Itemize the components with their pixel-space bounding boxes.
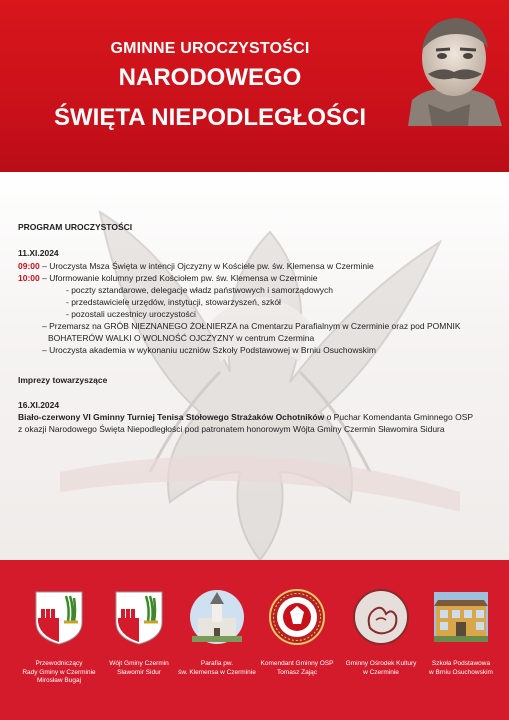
header-subtitle: GMINNE UROCZYSTOŚCI <box>110 40 310 57</box>
program-item-2 <box>18 273 318 283</box>
events-title: Imprezy towarzyszące <box>18 375 108 385</box>
program-march-line-2: BOHATERÓW WALKI O WOLNOŚĆ OJCZYZNY w centrum Czermina <box>48 333 315 343</box>
sponsor-caption: Gminny Ośrodek Kultury w Czerminie <box>345 660 417 676</box>
events-line-2: z okazji Narodowego Święta Niepodległości pod patronatem honorowym Wójta Gminy Czermin Sławomira Sidura <box>18 424 445 434</box>
program-academy: – Uroczysta akademia w wykonaniu uczniów Szkoły Podstawowej w Brniu Osuchowskim <box>42 345 376 355</box>
coat-of-arms-icon <box>30 588 88 646</box>
program-item-1 <box>18 261 374 271</box>
header-title-line-2: ŚWIĘTA NIEPODLEGŁOŚCI <box>53 104 366 131</box>
sponsor-caption: Szkoła Podstawowa w Brniu Osuchowskim <box>429 660 493 676</box>
item-2-text: – Uformowanie kolumny przed Kościołem pw. św. Klemensa w Czerminie <box>39 273 318 283</box>
program-subitem: - przedstawiciele urzędów, instytucji, stowarzyszeń, szkół <box>66 297 281 307</box>
item-2-time: 10:00 <box>18 273 40 283</box>
sponsor-caption: Komendant Gminny OSP Tomasz Zając <box>260 660 334 676</box>
header-banner <box>0 0 509 172</box>
item-1-time: 09:00 <box>18 261 40 271</box>
sponsors-footer <box>0 560 509 720</box>
events-tournament-name: Biało-czerwony VI Gminny Turniej Tenisa Stołowego Strażaków Ochotników <box>18 412 325 422</box>
sponsor-caption: Przewodniczący Rady Gminy w Czerminie Mirosław Bugaj <box>22 660 96 684</box>
events-date: 16.XI.2024 <box>18 400 60 410</box>
portrait-icon <box>398 8 506 126</box>
school-building-icon <box>432 588 490 646</box>
program-title: PROGRAM UROCZYSTOŚCI <box>18 222 133 232</box>
church-icon <box>188 588 246 646</box>
program-section <box>0 172 509 560</box>
sponsor-caption: Wójt Gminy Czermin Sławomir Sidur <box>109 660 169 676</box>
item-1-text: – Uroczysta Msza Święta w intencji Ojczyzny w Kościele pw. św. Klemensa w Czerminie <box>39 261 374 271</box>
fire-brigade-badge-icon <box>268 588 326 646</box>
program-march-line-1: – Przemarsz na GRÓB NIEZNANEGO ŻOŁNIERZA na Cmentarzu Parafialnym w Czerminie oraz pod POMNIK <box>42 321 461 331</box>
culture-centre-icon <box>352 588 410 646</box>
sponsor-caption: Parafia pw. św. Klemensa w Czerminie <box>178 660 256 676</box>
events-line-1 <box>18 412 473 422</box>
program-subitem: - pozostali uczestnicy uroczystości <box>66 309 196 319</box>
program-subitem: - poczty sztandarowe, delegacje władz państwowych i samorządowych <box>66 285 333 295</box>
program-date: 11.XI.2024 <box>18 248 59 258</box>
coat-of-arms-icon <box>110 588 168 646</box>
header-title-line-1: NARODOWEGO <box>118 64 302 91</box>
events-text-1: o Puchar Komendanta Gminnego OSP <box>324 412 474 422</box>
